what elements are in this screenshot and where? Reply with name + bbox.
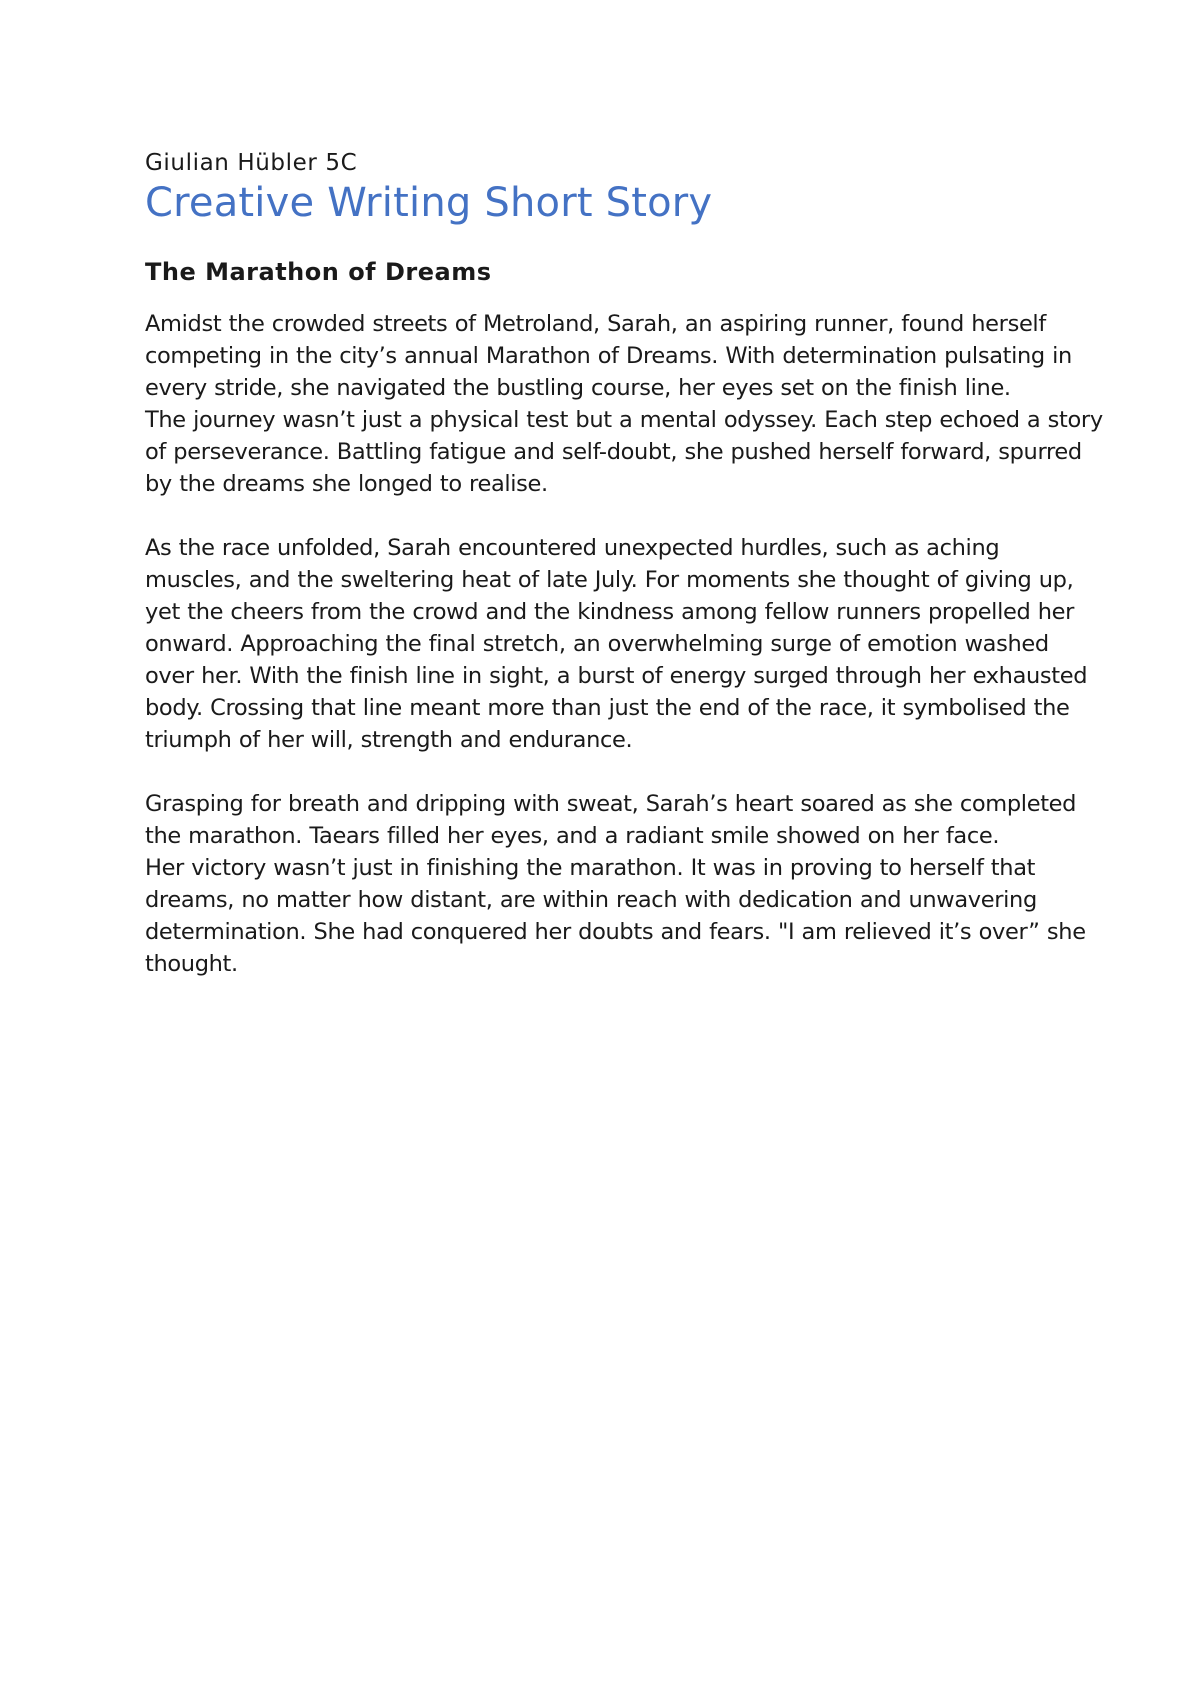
text-line: determination. She had conquered her doubts and fears. "I am relieved it’s over” she	[145, 919, 1086, 945]
text-line: Her victory wasn’t just in finishing the marathon. It was in proving to herself that	[145, 855, 1036, 881]
text-line: yet the cheers from the crowd and the kindness among fellow runners propelled her	[145, 599, 1075, 625]
text-line: the marathon. Taears filled her eyes, and a radiant smile showed on her face.	[145, 823, 1000, 849]
document-content	[145, 148, 1103, 980]
paragraph-spacer	[145, 500, 1075, 532]
story-body	[145, 308, 1103, 980]
text-line: dreams, no matter how distant, are within reach with dedication and unwavering	[145, 887, 1037, 913]
text-line: Grasping for breath and dripping with sweat, Sarah’s heart soared as she completed	[145, 791, 1077, 817]
text-line: by the dreams she longed to realise.	[145, 471, 548, 497]
text-line: muscles, and the sweltering heat of late July. For moments she thought of giving up,	[145, 567, 1074, 593]
text-line: onward. Approaching the final stretch, an overwhelming surge of emotion washed	[145, 631, 1049, 657]
text-line: As the race unfolded, Sarah encountered unexpected hurdles, such as aching	[145, 535, 1000, 561]
text-line: triumph of her will, strength and endurance.	[145, 727, 633, 753]
text-line: body. Crossing that line meant more than just the end of the race, it symbolised the	[145, 695, 1070, 721]
document-title: Creative Writing Short Story	[145, 180, 713, 226]
story-title: The Marathon of Dreams	[145, 258, 492, 286]
text-line: The journey wasn’t just a physical test but a mental odyssey. Each step echoed a story	[145, 407, 1103, 433]
text-line: Amidst the crowded streets of Metroland, Sarah, an aspiring runner, found herself	[145, 311, 1046, 337]
text-line: every stride, she navigated the bustling course, her eyes set on the finish line.	[145, 375, 1011, 401]
paragraph-1	[145, 308, 1103, 500]
author-line: Giulian Hübler 5C	[145, 150, 358, 176]
text-line: thought.	[145, 951, 238, 977]
paragraph-3	[145, 788, 1086, 980]
text-line: competing in the city’s annual Marathon of Dreams. With determination pulsating in	[145, 343, 1072, 369]
paragraph-2	[145, 532, 1088, 756]
paragraph-spacer	[145, 756, 1075, 788]
text-line: over her. With the finish line in sight, a burst of energy surged through her exhausted	[145, 663, 1088, 689]
text-line: of perseverance. Battling fatigue and self-doubt, she pushed herself forward, spurred	[145, 439, 1082, 465]
